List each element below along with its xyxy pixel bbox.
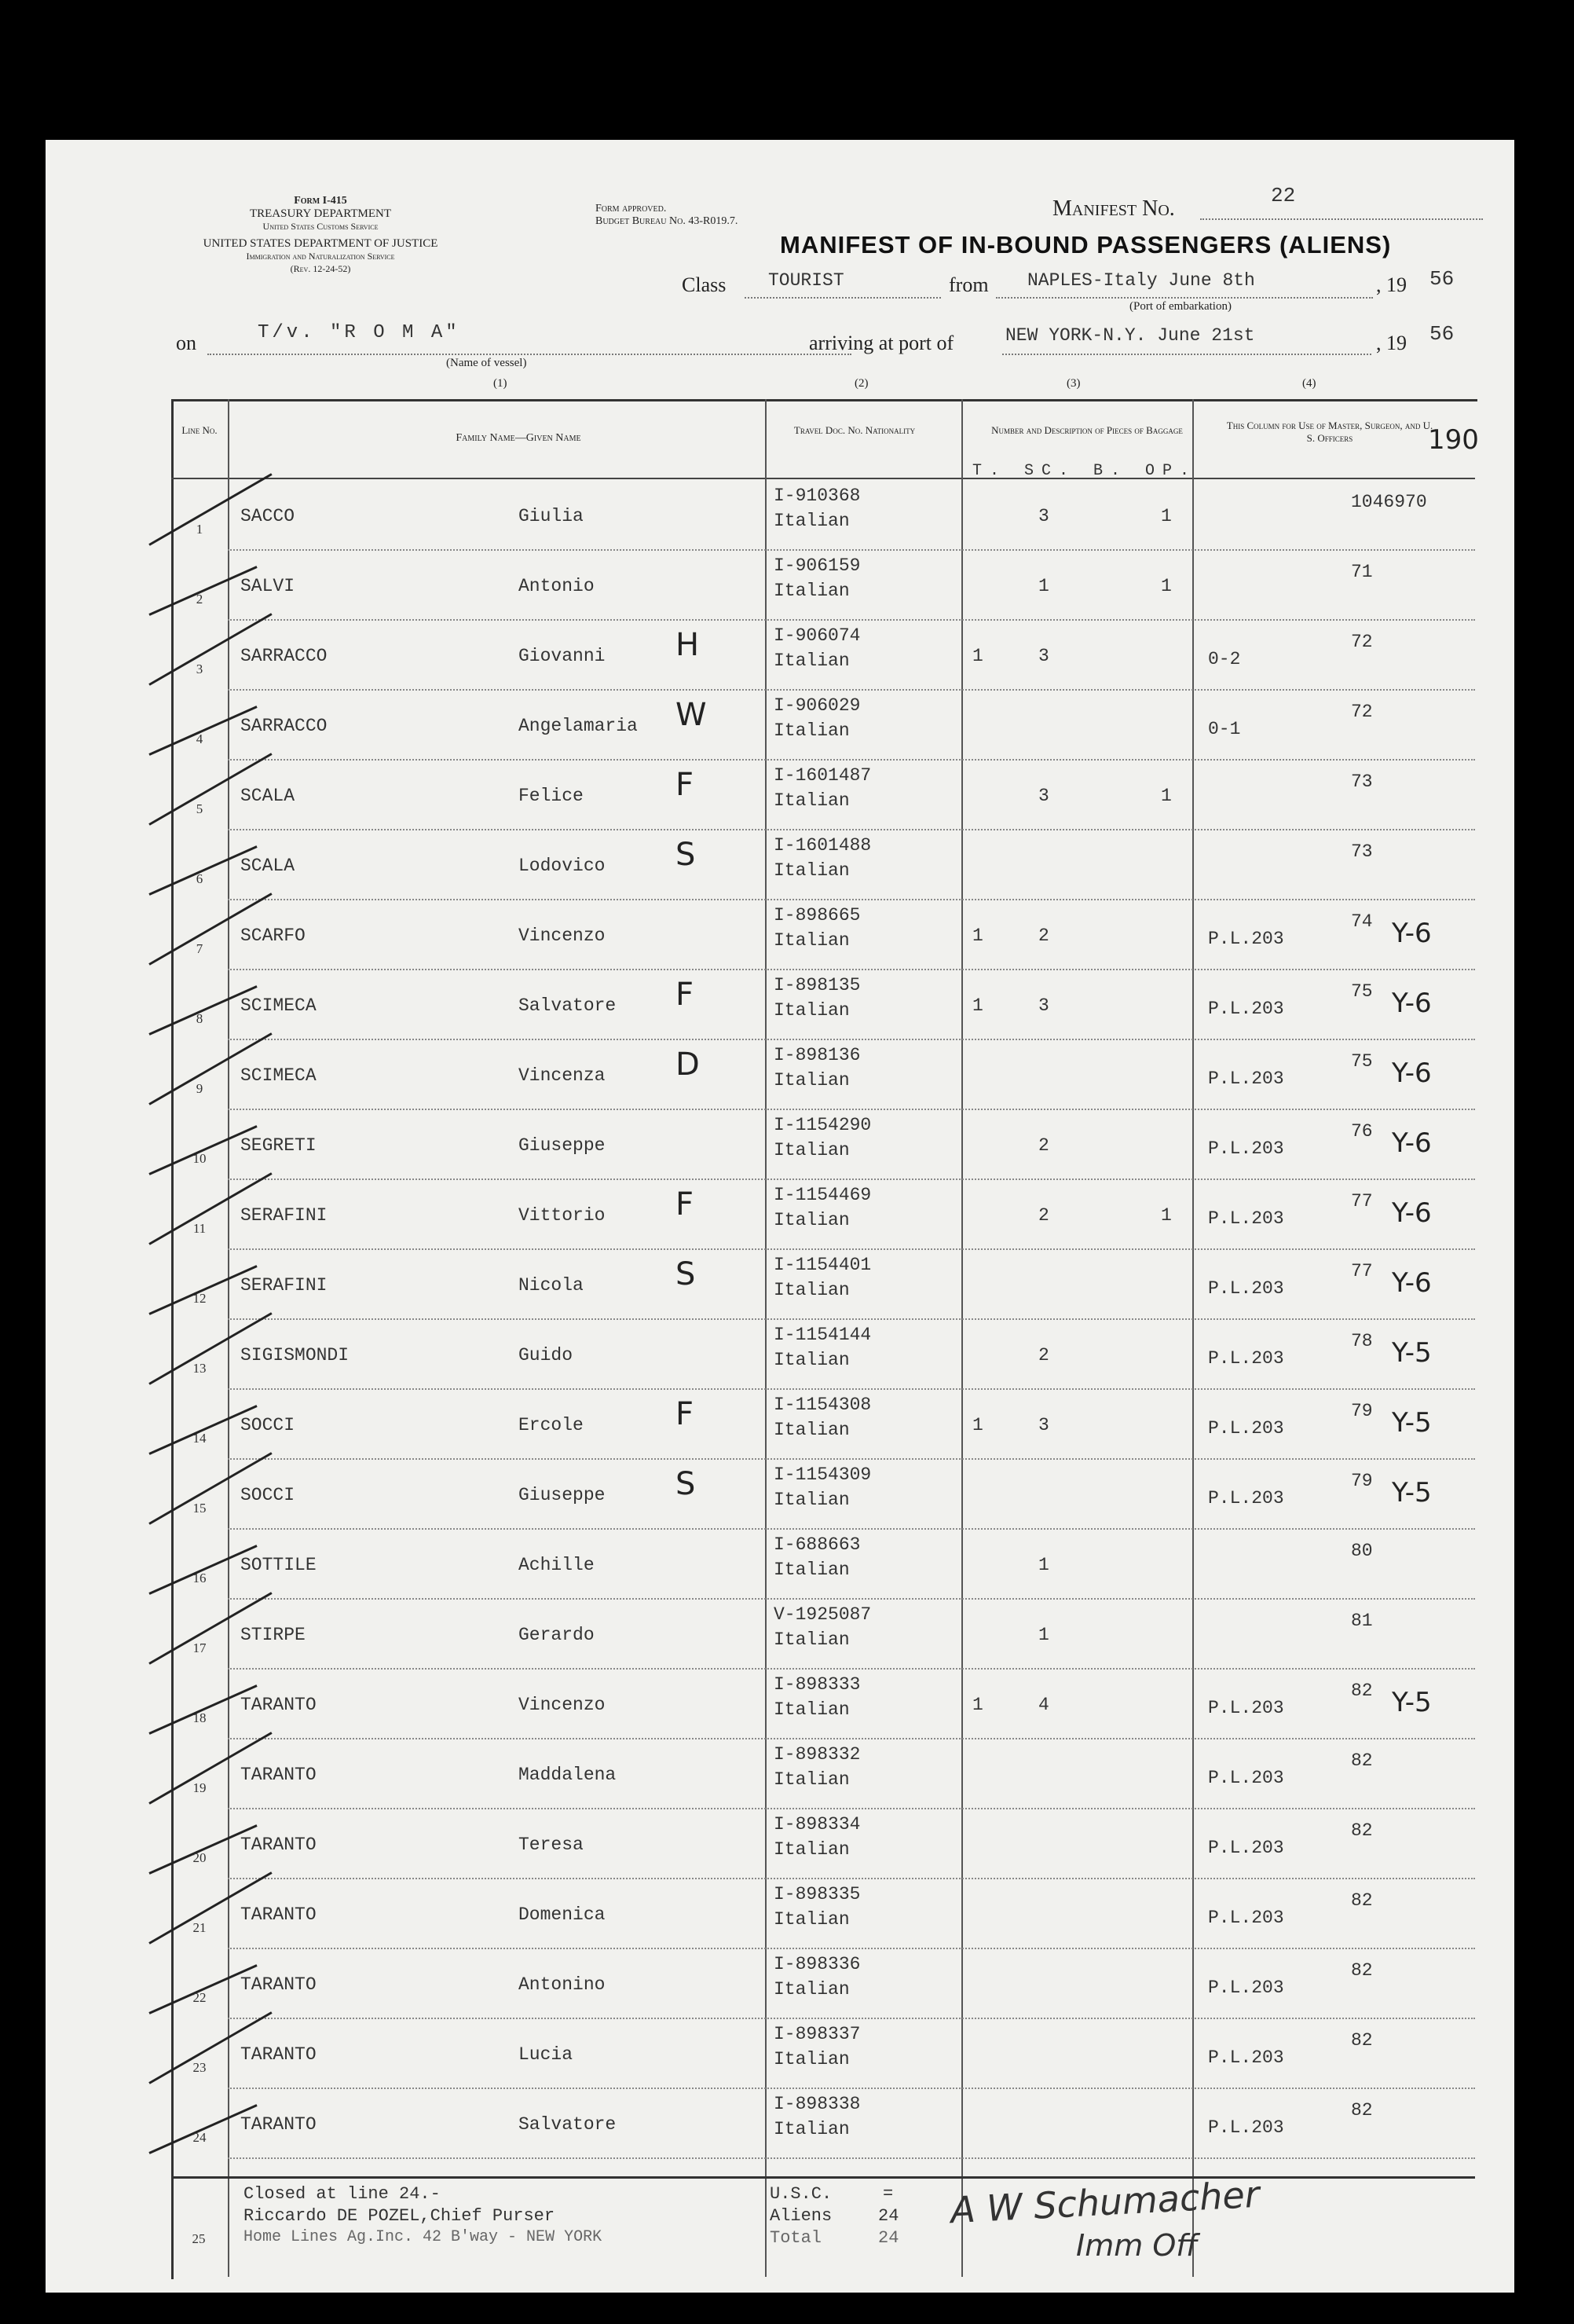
row-bag-sc: 4 <box>1038 1695 1049 1715</box>
row-divider <box>228 2018 1475 2019</box>
row-family-name: SOCCI <box>240 1485 295 1505</box>
row-bag-sc: 3 <box>1038 1415 1049 1435</box>
row-family-name: TARANTO <box>240 1904 317 1925</box>
col-header-baggage: Number and Description of Pieces of Baggage <box>991 424 1183 436</box>
row-bag-sc: 2 <box>1038 1135 1049 1156</box>
row-officer-number: 82 <box>1351 1750 1373 1771</box>
row-family-name: SARRACCO <box>240 646 328 666</box>
year-value-2: 56 <box>1429 322 1455 346</box>
row-officer-note: P.L.203 <box>1208 1138 1284 1159</box>
row-relation-mark: W <box>675 697 707 733</box>
row-family-name: SERAFINI <box>240 1275 328 1296</box>
row-divider <box>228 1738 1475 1739</box>
row-handwritten-mark: Y-6 <box>1392 918 1432 949</box>
row-family-name: SIGISMONDI <box>240 1345 350 1365</box>
row-relation-mark: F <box>675 1396 694 1432</box>
row-divider <box>228 1109 1475 1110</box>
row-family-name: TARANTO <box>240 1974 317 1995</box>
row-relation-mark: F <box>675 1186 694 1222</box>
row-bag-sc: 2 <box>1038 1205 1049 1226</box>
row-given-name: Giuseppe <box>518 1485 606 1505</box>
row-travel-doc: I-906029 <box>774 695 861 716</box>
row-divider <box>228 1458 1475 1460</box>
row-given-name: Domenica <box>518 1904 606 1925</box>
row-line-number: 14 <box>192 1431 207 1446</box>
row-given-name: Vincenzo <box>518 926 606 946</box>
row-relation-mark: S <box>675 1466 696 1502</box>
row-nationality: Italian <box>774 1350 850 1370</box>
row-family-name: SEGRETI <box>240 1135 317 1156</box>
row-handwritten-mark: Y-6 <box>1392 988 1432 1019</box>
row-officer-number: 82 <box>1351 1890 1373 1911</box>
row-bag-b: 1 <box>1161 1205 1172 1226</box>
vessel-line <box>207 354 851 355</box>
row-given-name: Vincenza <box>518 1065 606 1086</box>
row-given-name: Giovanni <box>518 646 606 666</box>
row-officer-number: 82 <box>1351 1960 1373 1981</box>
row-family-name: SALVI <box>240 576 295 596</box>
row-officer-note: P.L.203 <box>1208 1488 1284 1508</box>
row-family-name: SARRACCO <box>240 716 328 736</box>
row-handwritten-mark: Y-5 <box>1392 1337 1432 1369</box>
row-divider <box>228 689 1475 691</box>
form-approved: Form approved. <box>595 203 667 214</box>
row-travel-doc: I-1154401 <box>774 1255 872 1275</box>
row-travel-doc: I-898335 <box>774 1884 861 1904</box>
row-officer-number: 73 <box>1351 841 1373 862</box>
closed-at-line: Closed at line 24.- <box>243 2184 441 2204</box>
aliens-label: Aliens <box>770 2206 833 2226</box>
row-divider <box>228 1948 1475 1949</box>
row-divider <box>228 969 1475 970</box>
col-num-1: (1) <box>493 377 507 390</box>
row-bag-sc: 1 <box>1038 576 1049 596</box>
row-given-name: Salvatore <box>518 2114 617 2135</box>
row-bag-sc: 1 <box>1038 1625 1049 1645</box>
row-officer-note: P.L.203 <box>1208 1208 1284 1229</box>
treasury-dept: TREASURY DEPARTMENT <box>249 207 392 220</box>
row-nationality: Italian <box>774 581 850 601</box>
row-given-name: Antonino <box>518 1974 606 1995</box>
row-officer-note: 0-1 <box>1208 719 1241 739</box>
row-travel-doc: I-1154290 <box>774 1115 872 1135</box>
row-line-number: 6 <box>196 871 203 886</box>
row-given-name: Gerardo <box>518 1625 595 1645</box>
row-officer-note: P.L.203 <box>1208 999 1284 1019</box>
vessel-name: T/v. "R O M A" <box>258 322 460 343</box>
row-officer-note: P.L.203 <box>1208 1418 1284 1439</box>
row-nationality: Italian <box>774 720 850 741</box>
col-header-officers: This Column for Use of Master, Surgeon, and U. S. Officers <box>1226 420 1433 444</box>
form-approval <box>595 203 738 228</box>
row-family-name: TARANTO <box>240 1695 317 1715</box>
row-family-name: SCALA <box>240 856 295 876</box>
row-travel-doc: I-898333 <box>774 1674 861 1695</box>
col-header-travel-doc: Travel Doc. No. Nationality <box>793 424 916 436</box>
row-nationality: Italian <box>774 930 850 951</box>
row-nationality: Italian <box>774 1629 850 1650</box>
row-line-number: 10 <box>192 1151 207 1166</box>
col-header-baggage-sub: T. SC. B. OP. <box>972 462 1198 480</box>
from-value: NAPLES-Italy June 8th <box>1027 270 1255 291</box>
row-line-number: 24 <box>192 2130 207 2145</box>
row-nationality: Italian <box>774 1699 850 1720</box>
row-officer-number: 77 <box>1351 1191 1373 1211</box>
row-given-name: Lucia <box>518 2044 573 2065</box>
row-divider <box>228 829 1475 830</box>
row-nationality: Italian <box>774 1839 850 1860</box>
row-family-name: SCALA <box>240 786 295 806</box>
from-line <box>996 297 1373 299</box>
manifest-no-label: Manifest No. <box>1052 196 1175 221</box>
row-line-number: 21 <box>192 1920 207 1935</box>
row-travel-doc: I-906074 <box>774 625 861 646</box>
row-line-number: 22 <box>192 1990 207 2005</box>
customs-service: United States Customs Service <box>262 221 379 232</box>
row-travel-doc: I-898332 <box>774 1744 861 1765</box>
row-bag-t: 1 <box>972 1415 983 1435</box>
row-nationality: Italian <box>774 790 850 811</box>
row-officer-note: P.L.203 <box>1208 1838 1284 1858</box>
row-line-number: 1 <box>196 522 203 537</box>
row-bag-t: 1 <box>972 995 983 1016</box>
row-travel-doc: I-906159 <box>774 555 861 576</box>
row-bag-t: 1 <box>972 926 983 946</box>
agency: Home Lines Ag.Inc. 42 B'way - NEW YORK <box>243 2228 602 2246</box>
year-value-1: 56 <box>1429 267 1455 291</box>
row-bag-b: 1 <box>1161 506 1172 526</box>
row-given-name: Salvatore <box>518 995 617 1016</box>
form-header-left <box>156 195 485 275</box>
row-officer-note: P.L.203 <box>1208 2047 1284 2068</box>
row-officer-number: 76 <box>1351 1121 1373 1142</box>
footer-line-number: 25 <box>192 2231 206 2246</box>
row-bag-t: 1 <box>972 646 983 666</box>
row-officer-number: 80 <box>1351 1541 1373 1561</box>
row-nationality: Italian <box>774 2049 850 2069</box>
row-bag-sc: 2 <box>1038 1345 1049 1365</box>
row-relation-mark: F <box>675 977 694 1013</box>
row-nationality: Italian <box>774 1210 850 1230</box>
row-family-name: TARANTO <box>240 1835 317 1855</box>
row-travel-doc: I-910368 <box>774 486 861 506</box>
row-travel-doc: I-898337 <box>774 2024 861 2044</box>
row-nationality: Italian <box>774 511 850 531</box>
row-given-name: Nicola <box>518 1275 584 1296</box>
row-family-name: SCARFO <box>240 926 306 946</box>
row-family-name: SOCCI <box>240 1415 295 1435</box>
row-relation-mark: S <box>675 837 696 873</box>
on-label: on <box>176 332 196 354</box>
col-num-4: (4) <box>1302 377 1316 390</box>
revision: (Rev. 12-24-52) <box>290 263 351 274</box>
row-bag-sc: 2 <box>1038 926 1049 946</box>
row-bag-sc: 3 <box>1038 786 1049 806</box>
row-line-number: 18 <box>192 1710 207 1725</box>
row-travel-doc: I-1154144 <box>774 1325 872 1345</box>
row-divider <box>228 1528 1475 1530</box>
row-officer-note: P.L.203 <box>1208 2117 1284 2138</box>
usc-value: = <box>883 2184 894 2204</box>
row-given-name: Vittorio <box>518 1205 606 1226</box>
row-bag-b: 1 <box>1161 576 1172 596</box>
row-travel-doc: I-898334 <box>774 1814 861 1835</box>
total-label: Total <box>770 2228 822 2248</box>
row-nationality: Italian <box>774 1490 850 1510</box>
row-given-name: Teresa <box>518 1835 584 1855</box>
row-relation-mark: F <box>675 767 694 803</box>
row-given-name: Maddalena <box>518 1765 617 1785</box>
row-officer-note: P.L.203 <box>1208 1348 1284 1369</box>
row-line-number: 5 <box>196 801 203 816</box>
arriving-line <box>1002 354 1371 355</box>
row-bag-sc: 3 <box>1038 646 1049 666</box>
row-divider <box>228 1039 1475 1040</box>
col-num-3: (3) <box>1067 377 1081 390</box>
ins-service: Immigration and Naturalization Service <box>246 251 395 262</box>
arriving-label: arriving at port of <box>809 332 954 354</box>
row-officer-note: P.L.203 <box>1208 929 1284 949</box>
row-relation-mark: H <box>675 627 700 663</box>
row-family-name: TARANTO <box>240 1765 317 1785</box>
row-nationality: Italian <box>774 1560 850 1580</box>
row-line-number: 4 <box>196 731 203 746</box>
row-travel-doc: I-1154469 <box>774 1185 872 1205</box>
row-nationality: Italian <box>774 1909 850 1930</box>
row-relation-mark: D <box>675 1047 700 1083</box>
row-nationality: Italian <box>774 1000 850 1021</box>
row-officer-number: 77 <box>1351 1261 1373 1281</box>
row-travel-doc: I-688663 <box>774 1534 861 1555</box>
row-family-name: SACCO <box>240 506 295 526</box>
row-travel-doc: I-1154308 <box>774 1395 872 1415</box>
budget-bureau: Budget Bureau No. 43-R019.7. <box>595 215 738 227</box>
row-officer-number: 78 <box>1351 1331 1373 1351</box>
row-travel-doc: I-898136 <box>774 1045 861 1065</box>
row-officer-note: P.L.203 <box>1208 1978 1284 1998</box>
row-given-name: Antonio <box>518 576 595 596</box>
row-family-name: SCIMECA <box>240 995 317 1016</box>
row-nationality: Italian <box>774 1769 850 1790</box>
row-line-number: 8 <box>196 1011 203 1026</box>
col-divider-doc <box>765 399 767 2277</box>
row-family-name: SCIMECA <box>240 1065 317 1086</box>
row-bag-t: 1 <box>972 1695 983 1715</box>
row-line-number: 19 <box>192 1780 207 1795</box>
year-prefix-2: , 19 <box>1376 332 1407 354</box>
embarkation-note: (Port of embarkation) <box>1129 300 1232 313</box>
aliens-value: 24 <box>878 2206 899 2226</box>
row-given-name: Achille <box>518 1555 595 1575</box>
class-line <box>745 297 941 299</box>
row-officer-number: 1046970 <box>1351 492 1427 512</box>
row-travel-doc: I-898135 <box>774 975 861 995</box>
row-travel-doc: V-1925087 <box>774 1604 872 1625</box>
chief-purser: Riccardo DE POZEL,Chief Purser <box>243 2206 555 2226</box>
row-officer-note: P.L.203 <box>1208 1908 1284 1928</box>
row-travel-doc: I-1601488 <box>774 835 872 856</box>
col-num-2: (2) <box>855 377 869 390</box>
row-relation-mark: S <box>675 1256 696 1292</box>
row-officer-number: 82 <box>1351 1681 1373 1701</box>
row-family-name: TARANTO <box>240 2044 317 2065</box>
row-officer-number: 82 <box>1351 2100 1373 2121</box>
from-label: from <box>949 273 989 296</box>
row-officer-number: 72 <box>1351 632 1373 652</box>
col-header-line-no: Line No. <box>181 424 218 436</box>
row-divider <box>228 1878 1475 1879</box>
row-divider <box>228 1808 1475 1809</box>
row-line-number: 3 <box>196 662 203 676</box>
row-bag-sc: 3 <box>1038 995 1049 1016</box>
officer-signature-sub: Imm Off <box>1076 2228 1198 2263</box>
row-divider <box>228 619 1475 621</box>
row-officer-number: 75 <box>1351 1051 1373 1072</box>
row-handwritten-mark: Y-6 <box>1392 1197 1432 1229</box>
form-number: Form I-415 <box>294 195 347 207</box>
row-handwritten-mark: Y-6 <box>1392 1127 1432 1159</box>
col-divider-baggage <box>961 399 963 2277</box>
row-divider <box>228 2088 1475 2089</box>
row-divider <box>228 1388 1475 1390</box>
row-officer-note: P.L.203 <box>1208 1069 1284 1089</box>
row-line-number: 2 <box>196 592 203 607</box>
row-divider <box>228 1248 1475 1250</box>
row-handwritten-mark: Y-5 <box>1392 1477 1432 1508</box>
row-given-name: Vincenzo <box>518 1695 606 1715</box>
row-divider <box>228 1318 1475 1320</box>
row-nationality: Italian <box>774 1070 850 1091</box>
row-given-name: Lodovico <box>518 856 606 876</box>
row-bag-sc: 1 <box>1038 1555 1049 1575</box>
row-nationality: Italian <box>774 2119 850 2139</box>
row-given-name: Guido <box>518 1345 573 1365</box>
row-nationality: Italian <box>774 860 850 881</box>
row-nationality: Italian <box>774 1140 850 1160</box>
manifest-title: MANIFEST OF IN-BOUND PASSENGERS (ALIENS) <box>780 231 1392 258</box>
row-officer-note: 0-2 <box>1208 649 1241 669</box>
row-officer-number: 75 <box>1351 981 1373 1002</box>
row-line-number: 16 <box>192 1571 207 1585</box>
manifest-no-value: 22 <box>1271 184 1296 207</box>
row-officer-number: 81 <box>1351 1611 1373 1631</box>
vessel-note: (Name of vessel) <box>446 357 527 369</box>
row-handwritten-mark: Y-5 <box>1392 1407 1432 1439</box>
row-nationality: Italian <box>774 1280 850 1300</box>
row-officer-number: 79 <box>1351 1471 1373 1491</box>
row-line-number: 9 <box>196 1081 203 1096</box>
year-prefix-1: , 19 <box>1376 273 1407 296</box>
row-officer-note: P.L.203 <box>1208 1768 1284 1788</box>
row-line-number: 11 <box>192 1221 207 1236</box>
row-handwritten-mark: Y-6 <box>1392 1058 1432 1089</box>
row-nationality: Italian <box>774 1420 850 1440</box>
row-officer-number: 71 <box>1351 562 1373 582</box>
row-divider <box>228 549 1475 551</box>
row-nationality: Italian <box>774 1979 850 2000</box>
row-given-name: Giulia <box>518 506 584 526</box>
row-bag-sc: 3 <box>1038 506 1049 526</box>
row-officer-number: 72 <box>1351 702 1373 722</box>
header-divider <box>171 478 1475 479</box>
page-number: 190 <box>1428 424 1479 456</box>
row-handwritten-mark: Y-6 <box>1392 1267 1432 1299</box>
row-officer-note: P.L.203 <box>1208 1698 1284 1718</box>
justice-dept: UNITED STATES DEPARTMENT OF JUSTICE <box>203 237 438 250</box>
row-divider <box>228 1598 1475 1600</box>
row-line-number: 12 <box>192 1291 207 1306</box>
row-family-name: SOTTILE <box>240 1555 317 1575</box>
row-officer-number: 73 <box>1351 772 1373 792</box>
row-bag-b: 1 <box>1161 786 1172 806</box>
manifest-no-line <box>1200 218 1483 220</box>
row-officer-number: 74 <box>1351 911 1373 932</box>
row-line-number: 17 <box>192 1640 207 1655</box>
row-nationality: Italian <box>774 651 850 671</box>
row-divider <box>228 759 1475 761</box>
row-given-name: Angelamaria <box>518 716 638 736</box>
row-divider <box>228 1178 1475 1180</box>
row-travel-doc: I-1601487 <box>774 765 872 786</box>
row-travel-doc: I-898338 <box>774 2094 861 2114</box>
row-handwritten-mark: Y-5 <box>1392 1687 1432 1718</box>
row-line-number: 23 <box>192 2060 207 2075</box>
row-divider <box>228 899 1475 900</box>
col-divider-officers <box>1192 399 1194 2277</box>
row-line-number: 20 <box>192 1850 207 1865</box>
row-officer-number: 79 <box>1351 1401 1373 1421</box>
col-header-name: Family Name—Given Name <box>456 432 581 444</box>
row-divider <box>228 1668 1475 1670</box>
row-officer-note: P.L.203 <box>1208 1278 1284 1299</box>
row-line-number: 13 <box>192 1361 207 1376</box>
class-value: TOURIST <box>768 270 844 291</box>
row-given-name: Felice <box>518 786 584 806</box>
row-officer-number: 82 <box>1351 1820 1373 1841</box>
class-label: Class <box>682 273 727 296</box>
row-officer-number: 82 <box>1351 2030 1373 2051</box>
usc-label: U.S.C. <box>770 2184 833 2204</box>
row-family-name: SERAFINI <box>240 1205 328 1226</box>
officer-signature: A W Schumacher <box>949 2172 1261 2232</box>
row-family-name: STIRPE <box>240 1625 306 1645</box>
row-family-name: TARANTO <box>240 2114 317 2135</box>
row-travel-doc: I-1154309 <box>774 1464 872 1485</box>
arriving-value: NEW YORK-N.Y. June 21st <box>1005 325 1255 346</box>
total-value: 24 <box>878 2228 899 2248</box>
row-travel-doc: I-898336 <box>774 1954 861 1974</box>
row-travel-doc: I-898665 <box>774 905 861 926</box>
row-given-name: Ercole <box>518 1415 584 1435</box>
footer-divider <box>171 2176 1475 2179</box>
row-given-name: Giuseppe <box>518 1135 606 1156</box>
row-divider <box>228 2157 1475 2159</box>
row-line-number: 15 <box>192 1501 207 1516</box>
row-line-number: 7 <box>196 941 203 956</box>
